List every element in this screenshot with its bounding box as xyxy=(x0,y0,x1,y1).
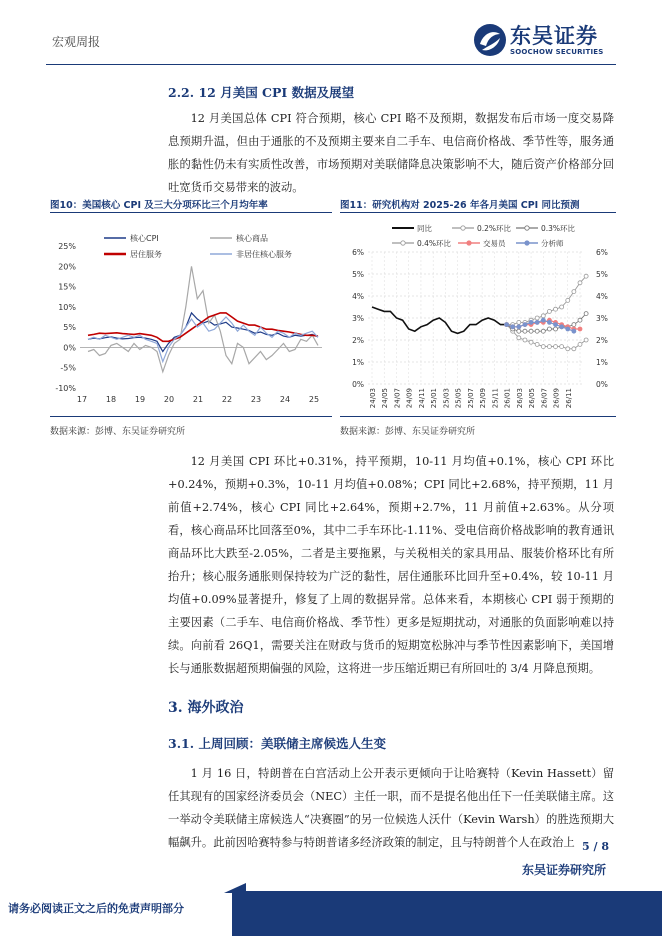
figure-11-source: 数据来源：彭博、东吴证券研究所 xyxy=(340,427,476,437)
series-marker-分析师 xyxy=(547,320,551,324)
series-marker-0.2%环比 xyxy=(572,347,576,351)
series-marker-0.4%环比 xyxy=(541,314,545,318)
y-tick-label-left: 5% xyxy=(352,270,364,279)
y-tick-label: 25% xyxy=(58,242,76,251)
x-tick-label: 19 xyxy=(134,395,146,404)
legend-label: 0.4%环比 xyxy=(417,239,452,248)
series-marker-分析师 xyxy=(541,318,545,322)
company-logo xyxy=(472,18,622,62)
series-marker-0.4%环比 xyxy=(572,290,576,294)
x-tick-label: 18 xyxy=(105,395,117,404)
y-tick-label-left: 4% xyxy=(352,292,364,301)
series-marker-分析师 xyxy=(535,320,539,324)
section-2-2-title: 2.2. 12 月美国 CPI 数据及展望 xyxy=(168,85,355,100)
y-tick-label: -10% xyxy=(55,384,76,393)
series-marker-0.3%环比 xyxy=(541,329,545,333)
y-tick-label-right: 6% xyxy=(596,248,608,257)
figure-10-chart xyxy=(50,216,334,414)
x-tick-label: 25/03 xyxy=(442,388,451,409)
figure-11-chart xyxy=(340,216,618,414)
legend-label: 非居住核心服务 xyxy=(236,250,292,259)
series-marker-0.4%环比 xyxy=(517,320,521,324)
section-3-title: 3. 海外政治 xyxy=(168,700,244,716)
x-tick-label: 24 xyxy=(279,395,291,404)
y-tick-label-right: 3% xyxy=(596,314,608,323)
y-tick-label: 0% xyxy=(63,343,76,353)
footer-diagonal-accent xyxy=(224,883,246,893)
series-line-同比 xyxy=(372,307,507,333)
series-marker-分析师 xyxy=(511,325,515,329)
legend-marker-0.3%环比 xyxy=(525,226,529,230)
legend-label: 同比 xyxy=(417,224,432,233)
series-marker-0.3%环比 xyxy=(535,329,539,333)
series-marker-0.2%环比 xyxy=(517,336,521,340)
legend-marker-0.4%环比 xyxy=(401,241,405,245)
figure-11-title: 图11：研究机构对 2025-26 年各月美国 CPI 同比预测 xyxy=(340,200,580,211)
y-tick-label: 10% xyxy=(58,302,76,312)
y-tick-label-right: 0% xyxy=(596,380,608,389)
x-tick-label: 24/05 xyxy=(381,388,390,409)
y-tick-label-left: 1% xyxy=(352,358,364,367)
legend-marker-交易员 xyxy=(467,241,471,245)
series-marker-0.4%环比 xyxy=(535,316,539,320)
x-tick-label: 24/11 xyxy=(417,388,426,409)
series-marker-分析师 xyxy=(523,323,527,327)
series-marker-0.2%环比 xyxy=(584,338,588,342)
legend-label: 核心商品 xyxy=(236,234,268,243)
series-marker-0.3%环比 xyxy=(517,329,521,333)
series-marker-0.4%环比 xyxy=(554,307,558,311)
series-marker-0.3%环比 xyxy=(578,318,582,322)
series-marker-0.2%环比 xyxy=(541,345,545,349)
series-marker-0.2%环比 xyxy=(529,340,533,344)
series-line-核心CPI xyxy=(88,313,318,352)
figure-10-title: 图10：美国核心 CPI 及三大分项环比三个月均年率 xyxy=(50,200,268,211)
footer-disclaimer: 请务必阅读正文之后的免责声明部分 xyxy=(8,902,184,915)
y-tick-label: 20% xyxy=(58,262,76,272)
y-tick-label-left: 2% xyxy=(352,336,364,345)
series-marker-0.3%环比 xyxy=(572,323,576,327)
series-marker-交易员 xyxy=(578,327,582,331)
y-tick-label-right: 5% xyxy=(596,270,608,279)
section-2-2-paragraph-1: 12 月美国总体 CPI 符合预期，核心 CPI 略不及预期，数据发布后市场一度交易降息预期升温，但由于通胀的不及预期主要来自二手车、电信商价格战、季节性等，服务通胀的黏性仍未有实质性改善，市场预期对美联储降息决策影响不大，随后资产价格部分回吐宽货币交易带来的波动。 xyxy=(168,112,614,194)
x-tick-label: 25/01 xyxy=(430,388,439,409)
y-tick-label: 5% xyxy=(63,323,76,333)
legend-label: 居住服务 xyxy=(130,250,162,259)
series-marker-分析师 xyxy=(529,320,533,324)
x-tick-label: 24/03 xyxy=(369,388,377,409)
y-tick-label: -5% xyxy=(60,363,76,373)
series-marker-分析师 xyxy=(572,329,576,333)
x-tick-label: 21 xyxy=(192,395,204,404)
y-tick-label-right: 1% xyxy=(596,358,608,367)
figure-11-bottom-rule xyxy=(340,416,616,417)
x-tick-label: 26/09 xyxy=(552,388,561,409)
y-tick-label-right: 4% xyxy=(596,292,608,301)
legend-marker-0.2%环比 xyxy=(461,226,465,230)
series-marker-0.4%环比 xyxy=(560,305,564,309)
y-tick-label: 15% xyxy=(58,282,76,292)
series-marker-0.4%环比 xyxy=(578,281,582,285)
series-marker-分析师 xyxy=(560,325,564,329)
figure-11-title-rule xyxy=(340,212,616,213)
series-marker-0.3%环比 xyxy=(554,327,558,331)
legend-label: 0.2%环比 xyxy=(477,224,512,233)
series-marker-0.3%环比 xyxy=(529,329,533,333)
series-marker-0.4%环比 xyxy=(566,298,570,302)
y-tick-label-right: 2% xyxy=(596,336,608,345)
figure-10-source: 数据来源：彭博、东吴证券研究所 xyxy=(50,427,186,437)
x-tick-label: 26/11 xyxy=(564,388,573,409)
logo-english-name: SOOCHOW SECURITIES xyxy=(510,48,604,56)
x-tick-label: 25/09 xyxy=(479,388,488,409)
series-marker-0.2%环比 xyxy=(560,345,564,349)
series-marker-分析师 xyxy=(505,323,509,327)
x-tick-label: 25/07 xyxy=(466,388,475,409)
x-tick-label: 26/03 xyxy=(515,388,524,409)
series-marker-分析师 xyxy=(566,327,570,331)
legend-marker-分析师 xyxy=(525,241,529,245)
figure-10-bottom-rule xyxy=(50,416,332,417)
section-3-1-paragraph-1: 1 月 16 日，特朗普在白宫活动上公开表示更倾向于让哈赛特（Kevin Hassett）留任其现有的国家经济委员会（NEC）主任一职，而不是提名他出任下一任美联储主席。这一举动令美联储主席候选人“决赛圈”的另一位候选人沃什（Kevin Warsh）的胜选预期大幅飙升。此前因哈赛特参与特朗普诸多经济政策的制定，且与特朗普个人在政治上 xyxy=(168,767,614,849)
x-tick-label: 24/09 xyxy=(405,388,414,409)
y-tick-label-left: 3% xyxy=(352,314,364,323)
section-2-2-paragraph-2: 12 月美国 CPI 环比+0.31%，持平预期，10-11 月均值+0.1%，核心 CPI 环比+0.24%，预期+0.3%，10-11 月均值+0.08%；CPI 同比+2.68%，持平预期，11 月前值+2.74%，核心 CPI 同比+2.64%，预期+2.7%，11 月前值+2.63%。从分项看，核心商品环比回落至0%，其中二手车环比-1.11%、受电信商价格战影响的教育通讯商品环比大跌至-2.05%，二者是主要拖累，与关税相关的家具用品、服装价格环比有所抬升；核心服务通胀则保持较为广泛的黏性，居住通胀环比回升至+0.4%，较 10-11 月均值+0.09%显著提升，修复了上周的数据异常。总体来看，本期核心 CPI 弱于预期的主要因素（二手车、电信商价格战、季节性）更多是短期扰动，对通胀的负面影响难以持续。向前看 26Q1，需要关注在财政与货币的短期宽松脉冲与季节性因素影响下，美国增长与通胀数据超预期偏强的风险，这将进一步压缩近期已有所回吐的 3/4 月降息预期。 xyxy=(168,455,614,675)
series-marker-0.3%环比 xyxy=(523,329,527,333)
x-tick-label: 25/05 xyxy=(454,388,463,409)
page-number: 5 / 8 xyxy=(582,840,609,853)
series-marker-0.4%环比 xyxy=(584,274,588,278)
y-tick-label-left: 6% xyxy=(352,248,364,257)
legend-label: 分析师 xyxy=(541,239,564,248)
series-line-0.4%环比 xyxy=(507,276,586,324)
x-tick-label: 22 xyxy=(221,395,233,404)
series-marker-0.2%环比 xyxy=(535,342,539,346)
legend-label: 核心CPI xyxy=(130,234,159,243)
x-tick-label: 25 xyxy=(308,395,320,404)
y-tick-label-left: 0% xyxy=(352,380,364,389)
series-marker-0.2%环比 xyxy=(523,338,527,342)
series-marker-0.3%环比 xyxy=(547,327,551,331)
figure-10-title-rule xyxy=(50,212,332,213)
series-marker-0.2%环比 xyxy=(554,345,558,349)
report-type-label: 宏观周报 xyxy=(52,35,101,49)
header-divider xyxy=(46,64,616,65)
x-tick-label: 25/11 xyxy=(491,388,500,409)
x-tick-label: 17 xyxy=(76,395,88,404)
x-tick-label: 26/01 xyxy=(503,388,512,409)
series-marker-0.2%环比 xyxy=(547,345,551,349)
series-marker-分析师 xyxy=(517,325,521,329)
x-tick-label: 20 xyxy=(163,395,175,404)
x-tick-label: 26/05 xyxy=(528,388,537,409)
series-marker-0.3%环比 xyxy=(584,312,588,316)
legend-label: 交易员 xyxy=(483,239,506,248)
x-tick-label: 23 xyxy=(250,395,262,404)
series-line-核心商品 xyxy=(88,266,318,372)
logo-chinese-name: 东吴证券 xyxy=(510,24,598,48)
x-tick-label: 24/07 xyxy=(393,388,402,409)
series-marker-0.2%环比 xyxy=(578,342,582,346)
legend-label: 0.3%环比 xyxy=(541,224,576,233)
x-tick-label: 26/07 xyxy=(540,388,549,409)
footer-org-name: 东吴证券研究所 xyxy=(522,863,607,877)
series-marker-0.4%环比 xyxy=(547,309,551,313)
section-3-1-title: 3.1. 上周回顾：美联储主席候选人生变 xyxy=(168,736,386,751)
series-marker-分析师 xyxy=(554,323,558,327)
logo-mark-icon xyxy=(472,22,508,58)
series-marker-0.2%环比 xyxy=(566,347,570,351)
